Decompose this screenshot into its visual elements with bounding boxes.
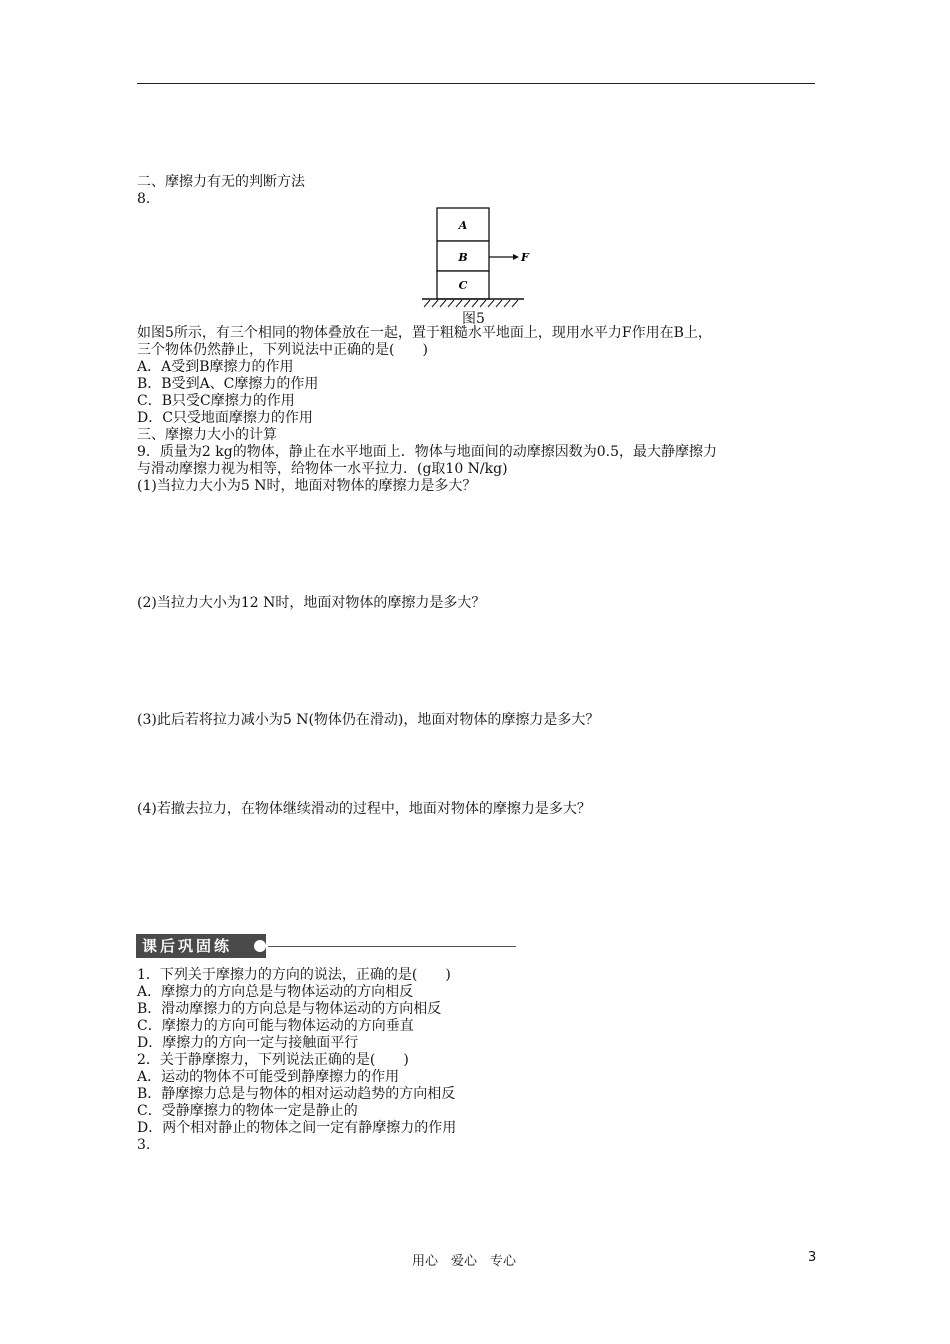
q1-option-c: C．摩擦力的方向可能与物体运动的方向垂直 xyxy=(137,1018,414,1034)
q9-part-4: (4)若撤去拉力，在物体继续滑动的过程中，地面对物体的摩擦力是多大？ xyxy=(137,801,591,817)
q8-option-d: D．C只受地面摩擦力的作用 xyxy=(137,410,313,426)
block-a-label: A xyxy=(458,219,468,232)
q8-stem-line1: 如图5所示，有三个相同的物体叠放在一起，置于粗糙水平地面上，现用水平力F作用在B上， xyxy=(137,325,712,341)
q9-part-3: (3)此后若将拉力减小为5 N(物体仍在滑动)，地面对物体的摩擦力是多大？ xyxy=(137,712,600,728)
q8-option-b: B．B受到A、C摩擦力的作用 xyxy=(137,376,319,392)
page-number: 3 xyxy=(808,1250,817,1265)
block-b-label: B xyxy=(458,251,468,264)
banner-dot-icon xyxy=(254,940,266,952)
q8-stem-line2: 三个物体仍然静止，下列说法中正确的是( ) xyxy=(137,342,428,358)
force-label: F xyxy=(521,251,529,264)
section-banner xyxy=(136,934,516,958)
ground-hatching xyxy=(424,300,518,307)
q1-option-a: A．摩擦力的方向总是与物体运动的方向相反 xyxy=(137,984,414,1000)
force-arrow-head xyxy=(513,254,519,260)
q1-option-d: D．摩擦力的方向一定与接触面平行 xyxy=(137,1035,359,1051)
q9-line1: 9．质量为2 kg的物体，静止在水平地面上．物体与地面间的动摩擦因数为0.5，最大静摩擦力 xyxy=(137,444,717,460)
q2-option-d: D．两个相对静止的物体之间一定有静摩擦力的作用 xyxy=(137,1120,457,1136)
header-rule xyxy=(137,83,815,84)
q1-stem: 1．下列关于摩擦力的方向的说法，正确的是( ) xyxy=(137,967,451,983)
figure-5-stacked-blocks xyxy=(420,205,560,313)
q3-number: 3. xyxy=(137,1137,151,1153)
figure-caption: 图5 xyxy=(462,311,485,327)
q9-part-2: (2)当拉力大小为12 N时，地面对物体的摩擦力是多大？ xyxy=(137,595,486,611)
block-c-label: C xyxy=(458,279,468,292)
section3-title: 三、摩擦力大小的计算 xyxy=(137,427,277,443)
q9-part-1: (1)当拉力大小为5 N时，地面对物体的摩擦力是多大？ xyxy=(137,478,477,494)
footer-text: 用心 爱心 专心 xyxy=(412,1254,517,1269)
q2-option-b: B．静摩擦力总是与物体的相对运动趋势的方向相反 xyxy=(137,1086,456,1102)
q8-option-a: A．A受到B摩擦力的作用 xyxy=(137,359,294,375)
q9-line2: 与滑动摩擦力视为相等，给物体一水平拉力．(g取10 N/kg) xyxy=(137,461,508,477)
q8-number: 8. xyxy=(137,191,151,207)
section2-title: 二、摩擦力有无的判断方法 xyxy=(137,174,305,190)
q1-option-b: B．滑动摩擦力的方向总是与物体运动的方向相反 xyxy=(137,1001,442,1017)
q8-option-c: C．B只受C摩擦力的作用 xyxy=(137,393,295,409)
banner-title: 课后巩固练 xyxy=(136,934,266,958)
q2-stem: 2．关于静摩擦力，下列说法正确的是( ) xyxy=(137,1052,409,1068)
banner-rule xyxy=(268,946,516,947)
q2-option-a: A．运动的物体不可能受到静摩擦力的作用 xyxy=(137,1069,400,1085)
q2-option-c: C．受静摩擦力的物体一定是静止的 xyxy=(137,1103,358,1119)
